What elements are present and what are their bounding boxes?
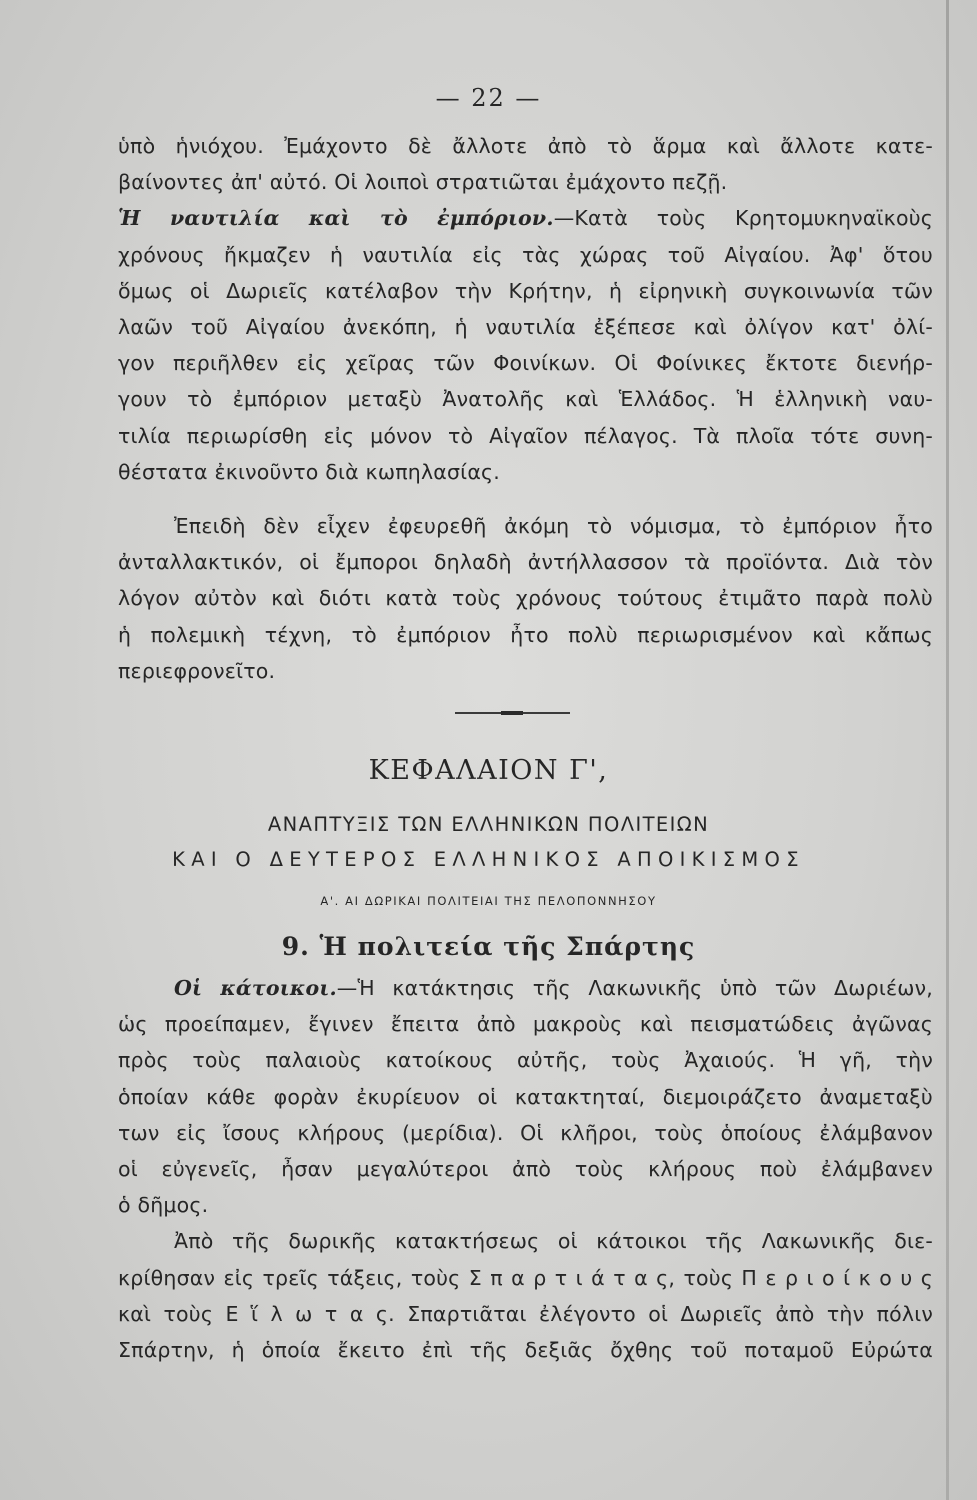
text-line: τιλία περιωρίσθη εἰς μόνον τὸ Αἰγαῖον πέλαγος. Τὰ πλοῖα τότε συνη- (118, 423, 933, 448)
run-in-heading: Οἱ κάτοικοι. (174, 976, 337, 1000)
text-line: κρίθησαν εἰς τρεῖς τάξεις, τοὺς Σ π α ρ τ ι ά τ α ς, τοὺς Π ε ρ ι ο ί κ ο υ ς (118, 1265, 933, 1290)
text-block-middle (118, 508, 933, 689)
run-in-heading: Ἡ ναυτιλία καὶ τὸ ἐμπόριον. (118, 206, 554, 231)
text-line: γον περιῆλθεν εἰς χεῖρας τῶν Φοινίκων. Οἱ Φοίνικες ἔκτοτε διενήρ- (118, 351, 933, 376)
text-block-top (118, 128, 933, 490)
text-line: γουν τὸ ἐμπόριον μεταξὺ Ἀνατολῆς καὶ Ἑλλάδος. Ἡ ἑλληνικὴ ναυ- (118, 387, 933, 412)
text-line: θέστατα ἐκινοῦντο διὰ κωπηλασίας. (118, 459, 500, 484)
text-line: των εἰς ἴσους κλήρους (μερίδια). Οἱ κλῆροι, τοὺς ὁποίους ἐλάμβανον (118, 1120, 933, 1145)
chapter-subtitle-2: ΚΑΙ Ο ΔΕΥΤΕΡΟΣ ΕΛΛΗΝΙΚΟΣ ΑΠΟΙΚΙΣΜΟΣ (172, 848, 805, 871)
text-line: περιεφρονεῖτο. (118, 658, 276, 683)
section-divider (455, 712, 570, 714)
page-number: — 22 — (435, 84, 542, 112)
text-line: λόγον αὐτὸν καὶ διότι κατὰ τοὺς χρόνους τούτους ἐτιμᾶτο παρὰ πολὺ (118, 586, 933, 611)
text-line: Ἐπειδὴ δὲν εἶχεν ἐφευρεθῆ ἀκόμη τὸ νόμισμα, τὸ ἐμπόριον ἦτο (174, 514, 933, 538)
text-line: ἡ πολεμικὴ τέχνη, τὸ ἐμπόριον ἦτο πολὺ περιωρισμένον καὶ κἄπως (118, 622, 933, 647)
section-heading: Α'. ΑΙ ΔΩΡΙΚΑΙ ΠΟΛΙΤΕΙΑΙ ΤΗΣ ΠΕΛΟΠΟΝΝΗΣΟΥ (320, 894, 657, 908)
text-line: Σπάρτην, ἡ ὁποία ἔκειτο ἐπὶ τῆς δεξιᾶς ὄχθης τοῦ ποταμοῦ Εὐρώτα (118, 1338, 933, 1363)
text-line: βαίνοντες ἀπ' αὐτό. Οἱ λοιποὶ στρατιῶται ἐμάχοντο πεζῇ. (118, 170, 728, 195)
page-edge (946, 0, 949, 1500)
chapter-subtitle-1: ΑΝΑΠΤΥΞΙΣ ΤΩΝ ΕΛΛΗΝΙΚΩΝ ΠΟΛΙΤΕΙΩΝ (267, 813, 710, 836)
text-run: —Ἡ κατάκτησις τῆς Λακωνικῆς ὑπὸ τῶν Δωριέων, (336, 976, 933, 1000)
text-line: Ἀπὸ τῆς δωρικῆς κατακτήσεως οἱ κάτοικοι τῆς Λακωνικῆς διε- (174, 1229, 933, 1254)
text-line: ὡς προείπαμεν, ἔγινεν ἔπειτα ἀπὸ μακροὺς καὶ πεισματώδεις ἀγῶνας (118, 1012, 933, 1037)
text-line (118, 200, 933, 236)
text-line (118, 970, 933, 1006)
text-line: ἀνταλλακτικόν, οἱ ἔμποροι δηλαδὴ ἀντήλλασσον τὰ προϊόντα. Διὰ τὸν (118, 550, 933, 575)
text-line: ὁ δῆμος. (118, 1193, 209, 1218)
text-line: καὶ τοὺς Ε ἵ λ ω τ α ς. Σπαρτιᾶται ἐλέγοντο οἱ Δωριεῖς ἀπὸ τὴν πόλιν (118, 1301, 933, 1326)
text-line: λαῶν τοῦ Αἰγαίου ἀνεκόπη, ἡ ναυτιλία ἐξέπεσε καὶ ὀλίγον κατ' ὀλί- (118, 315, 933, 340)
text-line: οἱ εὐγενεῖς, ἦσαν μεγαλύτεροι ἀπὸ τοὺς κλήρους ποὺ ἐλάμβανεν (118, 1157, 933, 1182)
text-run: —Κατὰ τοὺς Κρητομυκηναϊκοὺς (553, 206, 933, 231)
text-block-bottom (118, 970, 933, 1368)
text-line: ὁποίαν κάθε φορὰν ἐκυρίευον οἱ κατακτηταί, διεμοιράζετο ἀναμεταξὺ (118, 1084, 933, 1109)
text-line: πρὸς τοὺς παλαιοὺς κατοίκους αὐτῆς, τοὺς Ἀχαιούς. Ἡ γῆ, τὴν (118, 1048, 933, 1073)
text-line: ὅμως οἱ Δωριεῖς κατέλαβον τὴν Κρήτην, ἡ εἰρηνικὴ συγκοινωνία τῶν (118, 278, 933, 303)
chapter-title: ΚΕΦΑΛΑΙΟΝ Γ', (368, 755, 609, 786)
text-line: χρόνους ἤκμαζεν ἡ ναυτιλία εἰς τὰς χώρας τοῦ Αἰγαίου. Ἀφ' ὅτου (118, 242, 933, 267)
text-line: ὑπὸ ἡνιόχου. Ἐμάχοντο δὲ ἄλλοτε ἀπὸ τὸ ἅρμα καὶ ἄλλοτε κατε- (118, 134, 933, 158)
subsection-title: 9. Ἡ πολιτεία τῆς Σπάρτης (281, 932, 696, 961)
